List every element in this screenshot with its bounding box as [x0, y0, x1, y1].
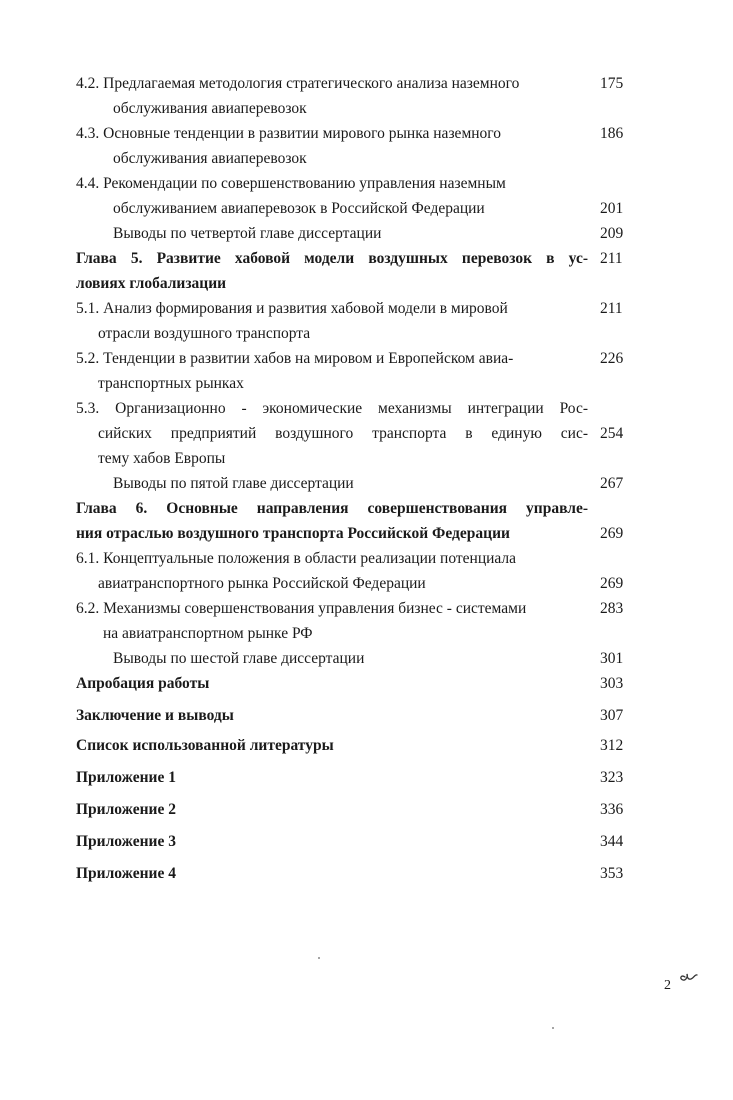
toc-page-number: 323: [600, 769, 624, 786]
toc-page-number: 269: [600, 575, 624, 592]
toc-page-number: 226: [600, 350, 624, 367]
toc-page-number: 175: [600, 75, 624, 92]
toc-entry-appendix-1: Приложение 1: [76, 769, 176, 786]
toc-entry-5-3-line1: 5.3. Организационно - экономические механизмы интеграции Рос-: [76, 400, 588, 417]
toc-page-number: 283: [600, 600, 624, 617]
toc-page-number: 267: [600, 475, 624, 492]
scan-speck: [552, 1027, 554, 1029]
toc-entry-4-3-line1: 4.3. Основные тенденции в развитии мирового рынка наземного: [76, 125, 502, 142]
toc-entry-4-2-line1: 4.2. Предлагаемая методология стратегического анализа наземного: [76, 75, 520, 92]
toc-chapter-5-line2: ловиях глобализации: [76, 275, 227, 292]
toc-entry-approbation: Апробация работы: [76, 675, 210, 692]
handwritten-mark-icon: [676, 968, 698, 986]
toc-page-number: 254: [600, 425, 624, 442]
toc-entry-6-1-line1: 6.1. Концептуальные положения в области реализации потенциала: [76, 550, 517, 567]
toc-entry-4-2-line2: обслуживания авиаперевозок: [113, 100, 307, 117]
toc-chapter-5-line1: Глава 5. Развитие хабовой модели воздушных перевозок в ус-: [76, 250, 588, 267]
footer-page-number: 2: [664, 978, 671, 993]
toc-entry-appendix-2: Приложение 2: [76, 801, 176, 818]
toc-entry-conclusions-ch4: Выводы по четвертой главе диссертации: [113, 225, 382, 242]
toc-page-number: 211: [600, 250, 623, 267]
toc-page-number: 336: [600, 801, 624, 818]
toc-entry-6-1-line2: авиатранспортного рынка Российской Федерации: [98, 575, 426, 592]
toc-entry-6-2-line2: на авиатранспортном рынке РФ: [103, 625, 313, 642]
toc-entry-appendix-3: Приложение 3: [76, 833, 176, 850]
toc-entry-5-3-line3: тему хабов Европы: [98, 450, 226, 467]
toc-page-number: 301: [600, 650, 624, 667]
toc-page-number: 353: [600, 865, 624, 882]
toc-page-number: 201: [600, 200, 624, 217]
toc-entry-6-2-line1: 6.2. Механизмы совершенствования управления бизнес - системами: [76, 600, 527, 617]
toc-entry-5-2-line1: 5.2. Тенденции в развитии хабов на мировом и Европейском авиа-: [76, 350, 514, 367]
toc-entry-conclusions-ch5: Выводы по пятой главе диссертации: [113, 475, 354, 492]
toc-entry-4-4-line1: 4.4. Рекомендации по совершенствованию управления наземным: [76, 175, 506, 192]
toc-page-number: 209: [600, 225, 624, 242]
toc-chapter-6-line1: Глава 6. Основные направления совершенствования управле-: [76, 500, 588, 517]
toc-chapter-6-line2: ния отраслью воздушного транспорта Российской Федерации: [76, 525, 510, 542]
toc-page-number: 186: [600, 125, 624, 142]
toc-entry-4-3-line2: обслуживания авиаперевозок: [113, 150, 307, 167]
toc-page-number: 344: [600, 833, 624, 850]
toc-entry-5-2-line2: транспортных рынках: [98, 375, 244, 392]
toc-entry-5-3-line2: сийских предприятий воздушного транспорта в единую сис-: [98, 425, 588, 442]
toc-entry-5-1-line1: 5.1. Анализ формирования и развития хабовой модели в мировой: [76, 300, 508, 317]
toc-page-number: 307: [600, 707, 624, 724]
scan-speck: [318, 957, 320, 959]
toc-entry-5-1-line2: отрасли воздушного транспорта: [98, 325, 311, 342]
toc-page-number: 211: [600, 300, 623, 317]
toc-entry-conclusions-ch6: Выводы по шестой главе диссертации: [113, 650, 365, 667]
toc-entry-references: Список использованной литературы: [76, 737, 334, 754]
toc-page-number: 303: [600, 675, 624, 692]
toc-entry-4-4-line2: обслуживанием авиаперевозок в Российской Федерации: [113, 200, 485, 217]
toc-page-number: 312: [600, 737, 624, 754]
toc-entry-appendix-4: Приложение 4: [76, 865, 176, 882]
toc-entry-conclusion: Заключение и выводы: [76, 707, 234, 724]
toc-page-number: 269: [600, 525, 624, 542]
